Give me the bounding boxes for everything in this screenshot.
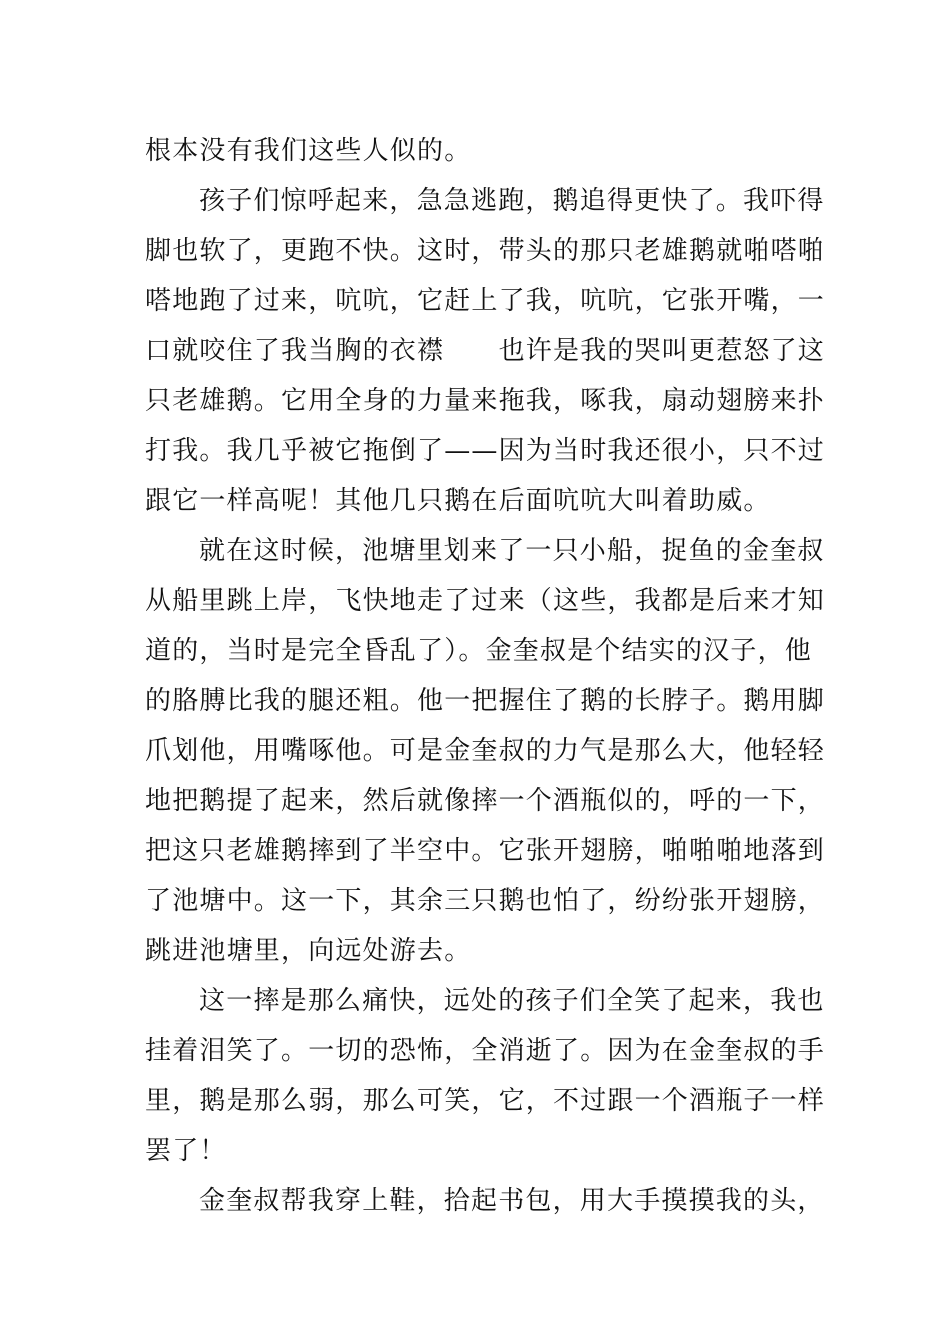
text-line: 地把鹅提了起来，然后就像摔一个酒瓶似的，呼的一下， <box>145 786 826 816</box>
text-line: 里，鹅是那么弱，那么可笑，它，不过跟一个酒瓶子一样 <box>145 1086 826 1116</box>
text-line: 口就咬住了我当胸的衣襟 也许是我的哭叫更惹怒了这 <box>145 336 826 366</box>
text-line: 挂着泪笑了。一切的恐怖，全消逝了。因为在金奎叔的手 <box>145 1036 826 1066</box>
text-line: 了池塘中。这一下，其余三只鹅也怕了，纷纷张开翅膀， <box>145 886 826 916</box>
text-line: 只老雄鹅。它用全身的力量来拖我，啄我，扇动翅膀来扑 <box>145 386 826 416</box>
text-line: 从船里跳上岸，飞快地走了过来（这些，我都是后来才知 <box>145 586 826 616</box>
text-line: 罢了！ <box>145 1136 227 1166</box>
text-line: 根本没有我们这些人似的。 <box>145 136 472 166</box>
paragraph-first-line: 金奎叔帮我穿上鞋，拾起书包，用大手摸摸我的头， <box>199 1186 825 1216</box>
text-line: 的胳膊比我的腿还粗。他一把握住了鹅的长脖子。鹅用脚 <box>145 686 826 716</box>
paragraph-first-line: 这一摔是那么痛快，远处的孩子们全笑了起来，我也 <box>199 986 825 1016</box>
text-line: 把这只老雄鹅摔到了半空中。它张开翅膀，啪啪啪地落到 <box>145 836 826 866</box>
text-line: 嗒地跑了过来，吭吭，它赶上了我，吭吭，它张开嘴，一 <box>145 286 826 316</box>
body-text <box>145 126 826 1226</box>
text-line: 打我。我几乎被它拖倒了——因为当时我还很小，只不过 <box>145 436 826 466</box>
text-line: 跳进池塘里，向远处游去。 <box>145 936 472 966</box>
text-line: 脚也软了，更跑不快。这时，带头的那只老雄鹅就啪嗒啪 <box>145 236 826 266</box>
text-line: 跟它一样高呢！其他几只鹅在后面吭吭大叫着助威。 <box>145 486 771 516</box>
paragraph-first-line: 就在这时候，池塘里划来了一只小船，捉鱼的金奎叔 <box>199 536 825 566</box>
text-line: 爪划他，用嘴啄他。可是金奎叔的力气是那么大，他轻轻 <box>145 736 826 766</box>
paragraph-first-line: 孩子们惊呼起来，急急逃跑，鹅追得更快了。我吓得 <box>199 186 825 216</box>
text-line: 道的，当时是完全昏乱了）。金奎叔是个结实的汉子，他 <box>145 636 813 666</box>
